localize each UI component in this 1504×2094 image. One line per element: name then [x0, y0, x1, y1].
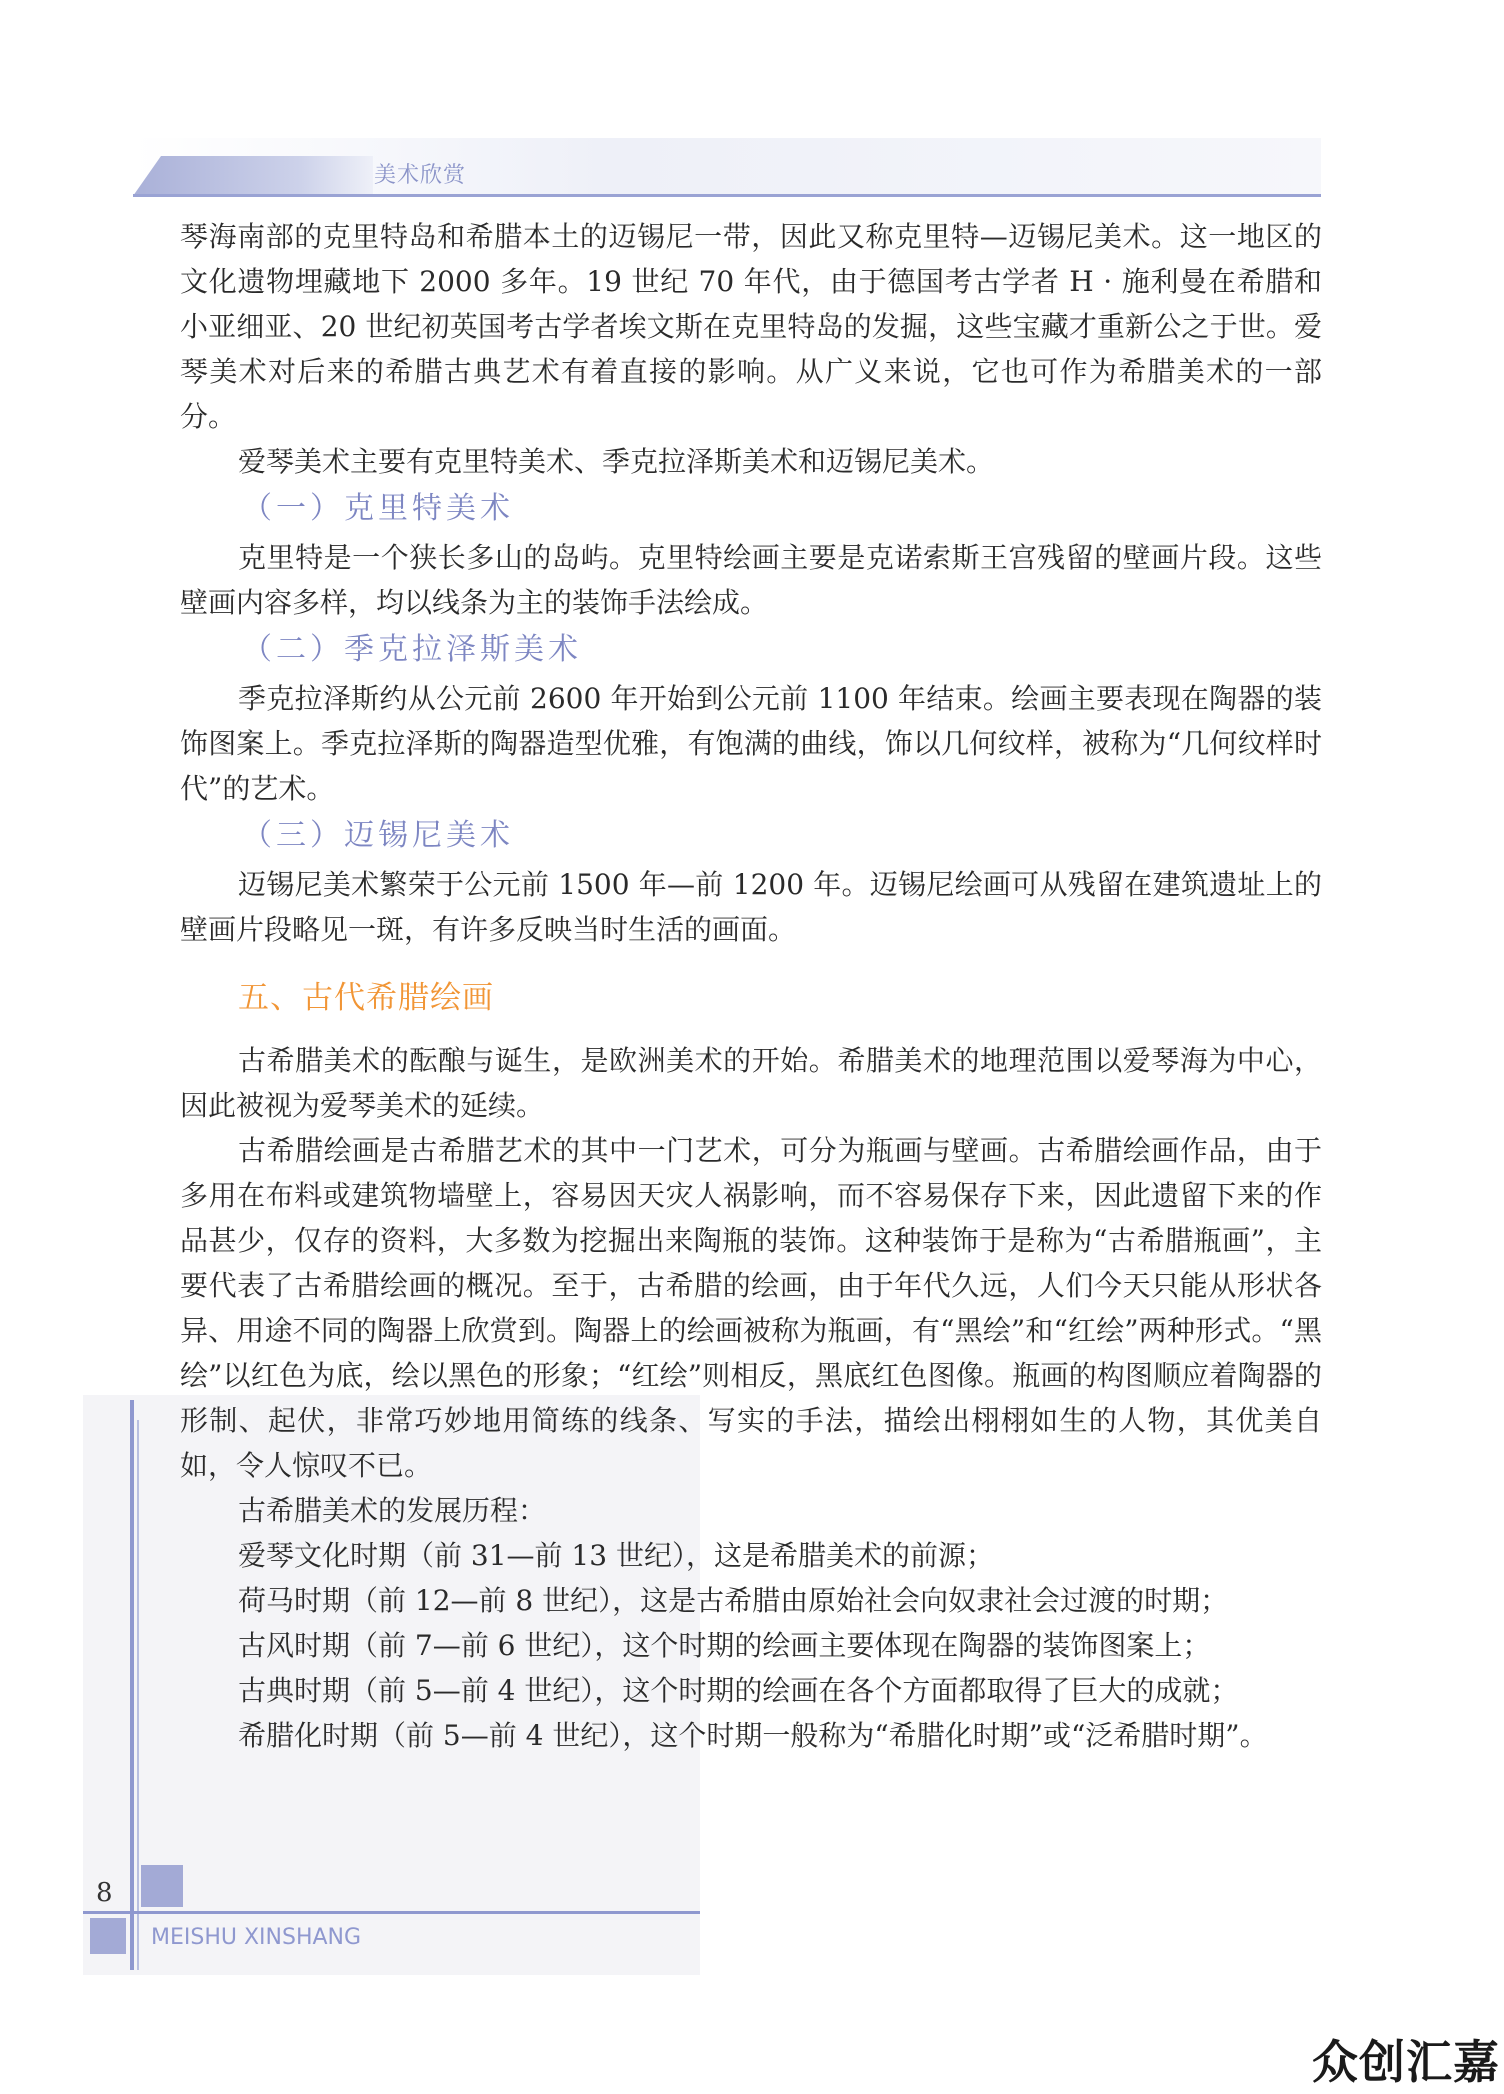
- footer-square-decoration: [141, 1865, 183, 1907]
- page-body: [180, 214, 1322, 1758]
- footer-horizontal-rule: [83, 1911, 700, 1914]
- subheading-mycenae: （三）迈锡尼美术: [242, 818, 514, 853]
- list-item: 爱琴文化时期（前 31—前 13 世纪），这是希腊美术的前源；: [238, 1539, 994, 1572]
- subheading-cyclades: （二）季克拉泽斯美术: [242, 632, 582, 667]
- footer-vertical-rule: [130, 1400, 134, 1970]
- watermark-logo-text: 众创汇嘉: [1312, 2035, 1500, 2089]
- section-title: 五、古代希腊绘画: [238, 980, 494, 1016]
- footer-book-title: MEISHU XINSHANG: [151, 1925, 362, 1950]
- paragraph: 琴海南部的克里特岛和希腊本土的迈锡尼一带，因此又称克里特—迈锡尼美术。这一地区的文化遗物埋藏地下 2000 多年。19 世纪 70 年代，由于德国考古学者 H · 施利曼在希腊和小亚细亚、20 世纪初英国考古学者埃文斯在克里特岛的发掘，这些宝藏才重新公之于世。爱琴美术对后来的希腊古典艺术有着直接的影响。从广义来说，它也可作为希腊美术的一部分。: [180, 220, 1322, 433]
- page-number: 8: [96, 1878, 113, 1908]
- header-title: 美术欣赏: [374, 163, 467, 188]
- list-item: 希腊化时期（前 5—前 4 世纪），这个时期一般称为“希腊化时期”或“泛希腊时期”。: [238, 1719, 1268, 1752]
- paragraph: 古希腊绘画是古希腊艺术的其中一门艺术，可分为瓶画与壁画。古希腊绘画作品，由于多用在布料或建筑物墙壁上，容易因天灾人祸影响，而不容易保存下来，因此遗留下来的作品甚少，仅存的资料，大多数为挖掘出来陶瓶的装饰。这种装饰于是称为“古希腊瓶画”，主要代表了古希腊绘画的概况。至于，古希腊的绘画，由于年代久远，人们今天只能从形状各异、用途不同的陶器上欣赏到。陶器上的绘画被称为瓶画，有“黑绘”和“红绘”两种形式。“黑绘”以红色为底，绘以黑色的形象；“红绘”则相反，黑底红色图像。瓶画的构图顺应着陶器的形制、起伏，非常巧妙地用简练的线条、写实的手法，描绘出栩栩如生的人物，其优美自如，令人惊叹不已。: [180, 1134, 1322, 1482]
- header-rule: [133, 194, 1321, 197]
- subheading-crete: （一）克里特美术: [242, 491, 514, 526]
- paragraph: 迈锡尼美术繁荣于公元前 1500 年—前 1200 年。迈锡尼绘画可从残留在建筑遗址上的壁画片段略见一斑，有许多反映当时生活的画面。: [180, 868, 1322, 946]
- list-intro: 古希腊美术的发展历程：: [238, 1494, 547, 1527]
- paragraph: 季克拉泽斯约从公元前 2600 年开始到公元前 1100 年结束。绘画主要表现在陶器的装饰图案上。季克拉泽斯的陶器造型优雅，有饱满的曲线，饰以几何纹样，被称为“几何纹样时代”的艺术。: [180, 682, 1322, 805]
- list-item: 荷马时期（前 12—前 8 世纪），这是古希腊由原始社会向奴隶社会过渡的时期；: [238, 1584, 1229, 1617]
- paragraph: 克里特是一个狭长多山的岛屿。克里特绘画主要是克诺索斯王宫残留的壁画片段。这些壁画内容多样，均以线条为主的装饰手法绘成。: [180, 541, 1322, 619]
- header-wedge: [133, 156, 373, 196]
- footer-vertical-rule-thin: [137, 1420, 139, 1970]
- list-item: 古风时期（前 7—前 6 世纪），这个时期的绘画主要体现在陶器的装饰图案上；: [238, 1629, 1211, 1662]
- list-item: 古典时期（前 5—前 4 世纪），这个时期的绘画在各个方面都取得了巨大的成就；: [238, 1674, 1239, 1707]
- paragraph: 爱琴美术主要有克里特美术、季克拉泽斯美术和迈锡尼美术。: [238, 445, 995, 478]
- footer-square-decoration-small: [90, 1918, 126, 1954]
- paragraph: 古希腊美术的酝酿与诞生，是欧洲美术的开始。希腊美术的地理范围以爱琴海为中心，因此被视为爱琴美术的延续。: [180, 1044, 1322, 1122]
